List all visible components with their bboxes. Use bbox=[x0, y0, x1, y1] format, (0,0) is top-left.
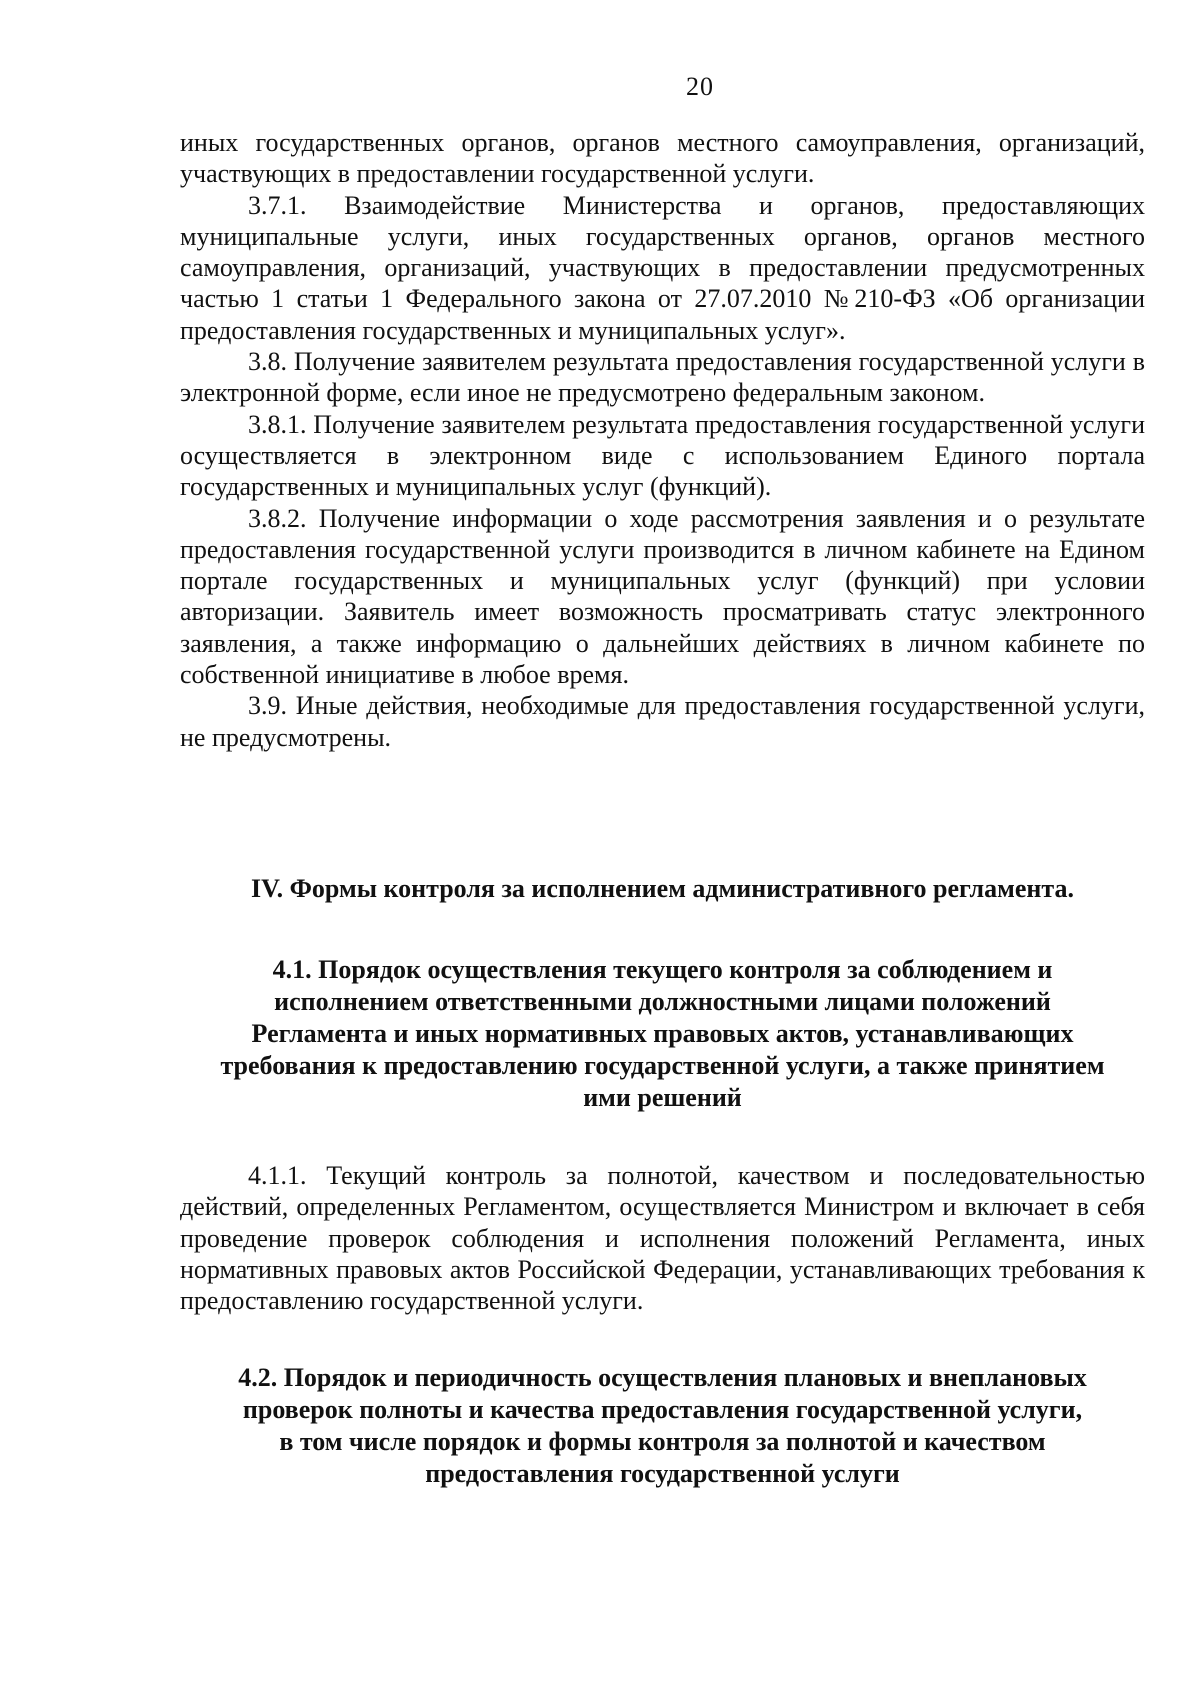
heading-4-1-line: Регламента и иных нормативных правовых актов, устанавливающих bbox=[251, 1019, 1074, 1048]
paragraph-3-7-1: 3.7.1. Взаимодействие Министерства и органов, предоставляющих муниципальные услуги, иных государственных органов, органов местного самоуправления, организаций, участвующих в предоставлении предусмотренных частью 1 статьи 1 Федерального закона от 27.07.2010 №210-ФЗ «Об организации предоставления государственных и муниципальных услуг». bbox=[180, 190, 1145, 345]
heading-4-1-line: исполнением ответственными должностными лицами положений bbox=[274, 987, 1051, 1016]
page-number: 20 bbox=[686, 72, 714, 101]
heading-4-1 bbox=[180, 954, 1145, 1114]
section-4-1-text bbox=[180, 1160, 1145, 1316]
heading-4-2-line: 4.2. Порядок и периодичность осуществления плановых и внеплановых bbox=[238, 1363, 1087, 1392]
heading-4-1-line: 4.1. Порядок осуществления текущего контроля за соблюдением и bbox=[272, 955, 1053, 984]
heading-4-1-line: требования к предоставлению государственной услуги, а также принятием bbox=[220, 1051, 1105, 1080]
paragraph-3-8: 3.8. Получение заявителем результата предоставления государственной услуги в электронной форме, если иное не предусмотрено федеральным законом. bbox=[180, 347, 1145, 408]
paragraph-3-9: 3.9. Иные действия, необходимые для предоставления государственной услуги, не предусмотрены. bbox=[180, 691, 1145, 752]
heading-4-1-line: ими решений bbox=[583, 1083, 742, 1112]
section-3-text bbox=[180, 127, 1145, 753]
heading-4-2-line: проверок полноты и качества предоставления государственной услуги, bbox=[242, 1395, 1083, 1424]
heading-4-2-line: в том числе порядок и формы контроля за полнотой и качеством bbox=[279, 1427, 1046, 1456]
paragraph-4-1-1: 4.1.1. Текущий контроль за полнотой, качеством и последовательностью действий, определенных Регламентом, осуществляется Министром и включает в себя проведение проверок соблюдения и исполнения положений Регламента, иных нормативных правовых актов Российской Федерации, устанавливающих требования к предоставлению государственной услуги. bbox=[180, 1161, 1145, 1316]
heading-4-2 bbox=[180, 1362, 1145, 1490]
paragraph-3-8-1: 3.8.1. Получение заявителем результата предоставления государственной услуги осуществляется в электронном виде с использованием Единого портала государственных и муниципальных услуг (функций). bbox=[180, 409, 1145, 502]
paragraph-continuation: иных государственных органов, органов местного самоуправления, организаций, участвующих в предоставлении государственной услуги. bbox=[180, 128, 1145, 189]
section-iv-heading: IV. Формы контроля за исполнением административного регламента. bbox=[251, 874, 1074, 903]
heading-4-2-line: предоставления государственной услуги bbox=[425, 1459, 900, 1488]
paragraph-3-8-2: 3.8.2. Получение информации о ходе рассмотрения заявления и о результате предоставления государственной услуги производится в личном кабинете на Едином портале государственных и муниципальных услуг (функций) при условии авторизации. Заявитель имеет возможность просматривать статус электронного заявления, а также информацию о дальнейших действиях в личном кабинете по собственной инициативе в любое время. bbox=[180, 503, 1145, 690]
